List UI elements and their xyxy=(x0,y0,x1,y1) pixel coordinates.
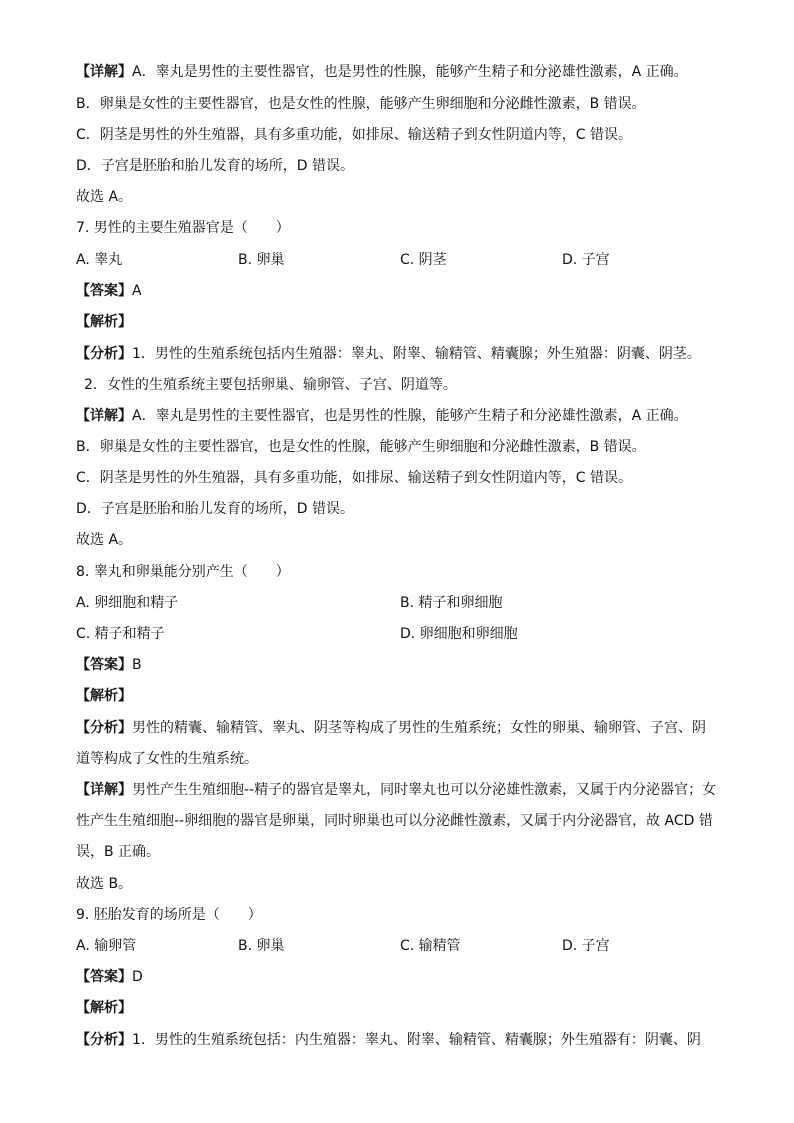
q7-detail-line-b: B．卵巢是女性的主要性器官，也是女性的性腺，能够产生卵细胞和分泌雌性激素，B 错误。 xyxy=(76,439,646,455)
q7-detail-line-c: C．阴茎是男性的外生殖器，具有多重功能，如排尿、输送精子到女性阴道内等，C 错误。 xyxy=(76,470,632,486)
q9-option-a: A. 输卵管 xyxy=(76,938,137,954)
q7-options xyxy=(76,250,716,270)
q9-option-d: D. 子宫 xyxy=(562,938,610,954)
q7-option-a: A. 睾丸 xyxy=(76,252,123,268)
q7-answer: 【答案】A xyxy=(76,283,142,299)
q7-stem: 7. 男性的主要生殖器官是（ ） xyxy=(76,220,290,236)
q7-detail-line-a: 【详解】A．睾丸是男性的主要性器官，也是男性的性腺，能够产生精子和分泌雄性激素，A 正确。 xyxy=(76,408,688,424)
q8-options-row-2 xyxy=(76,624,716,644)
q8-option-c: C. 精子和精子 xyxy=(76,626,165,642)
q8-answer: 【答案】B xyxy=(76,657,142,673)
q9-analysis-heading: 【解析】 xyxy=(76,1000,132,1016)
q8-analyze-line-2: 道等构成了女性的生殖系统。 xyxy=(76,751,258,767)
q7-detail-line-d: D．子宫是胚胎和胎儿发育的场所，D 错误。 xyxy=(76,501,355,517)
q7-analysis-heading: 【解析】 xyxy=(76,314,132,330)
q6-conclusion: 故选 A。 xyxy=(76,189,133,205)
q7-conclusion: 故选 A。 xyxy=(76,532,133,548)
q7-analyze-line-2: 2．女性的生殖系统主要包括卵巢、输卵管、子宫、阴道等。 xyxy=(84,377,457,393)
q9-stem: 9. 胚胎发育的场所是（ ） xyxy=(76,907,262,923)
q8-conclusion: 故选 B。 xyxy=(76,876,133,892)
q7-option-b: B. 卵巢 xyxy=(238,252,285,268)
q8-options-row-1 xyxy=(76,593,716,613)
detail-tag: 【详解】 xyxy=(76,64,132,80)
q6-detail-line-d: D．子宫是胚胎和胎儿发育的场所，D 错误。 xyxy=(76,158,355,174)
q8-option-a: A. 卵细胞和精子 xyxy=(76,595,179,611)
q9-answer: 【答案】D xyxy=(76,969,143,985)
q9-options xyxy=(76,936,716,956)
q7-analyze-line-1: 【分析】1．男性的生殖系统包括内生殖器：睾丸、附睾、输精管、精囊腺；外生殖器：阴囊、阴茎。 xyxy=(76,346,701,362)
q8-detail-line-3: 误，B 正确。 xyxy=(76,844,161,860)
q9-option-b: B. 卵巢 xyxy=(238,938,285,954)
q6-detail-line-a: 【详解】A．睾丸是男性的主要性器官，也是男性的性腺，能够产生精子和分泌雄性激素，A 正确。 xyxy=(76,64,688,80)
q8-detail-line-2: 性产生生殖细胞--卵细胞的器官是卵巢，同时卵巢也可以分泌雌性激素，又属于内分泌器官，故 ACD 错 xyxy=(76,813,713,829)
q6-detail-line-b: B．卵巢是女性的主要性器官，也是女性的性腺，能够产生卵细胞和分泌雌性激素，B 错误。 xyxy=(76,96,646,112)
q8-detail-line-1: 【详解】男性产生生殖细胞--精子的器官是睾丸，同时睾丸也可以分泌雄性激素，又属于内分泌器官；女 xyxy=(76,782,717,798)
q8-analysis-heading: 【解析】 xyxy=(76,688,132,704)
q8-analyze-line-1: 【分析】男性的精囊、输精管、睾丸、阴茎等构成了男性的生殖系统；女性的卵巢、输卵管、子宫、阴 xyxy=(76,720,706,736)
q8-option-d: D. 卵细胞和卵细胞 xyxy=(400,626,518,642)
q7-option-d: D. 子宫 xyxy=(562,252,610,268)
q7-option-c: C. 阴茎 xyxy=(400,252,447,268)
q6-detail-line-c: C．阴茎是男性的外生殖器，具有多重功能，如排尿、输送精子到女性阴道内等，C 错误。 xyxy=(76,127,632,143)
q9-option-c: C. 输精管 xyxy=(400,938,461,954)
q8-stem: 8. 睾丸和卵巢能分别产生（ ） xyxy=(76,564,290,580)
q9-analyze-line-1: 【分析】1．男性的生殖系统包括：内生殖器：睾丸、附睾、输精管、精囊腺；外生殖器有：阴囊、阴 xyxy=(76,1032,701,1048)
q8-option-b: B. 精子和卵细胞 xyxy=(400,595,503,611)
